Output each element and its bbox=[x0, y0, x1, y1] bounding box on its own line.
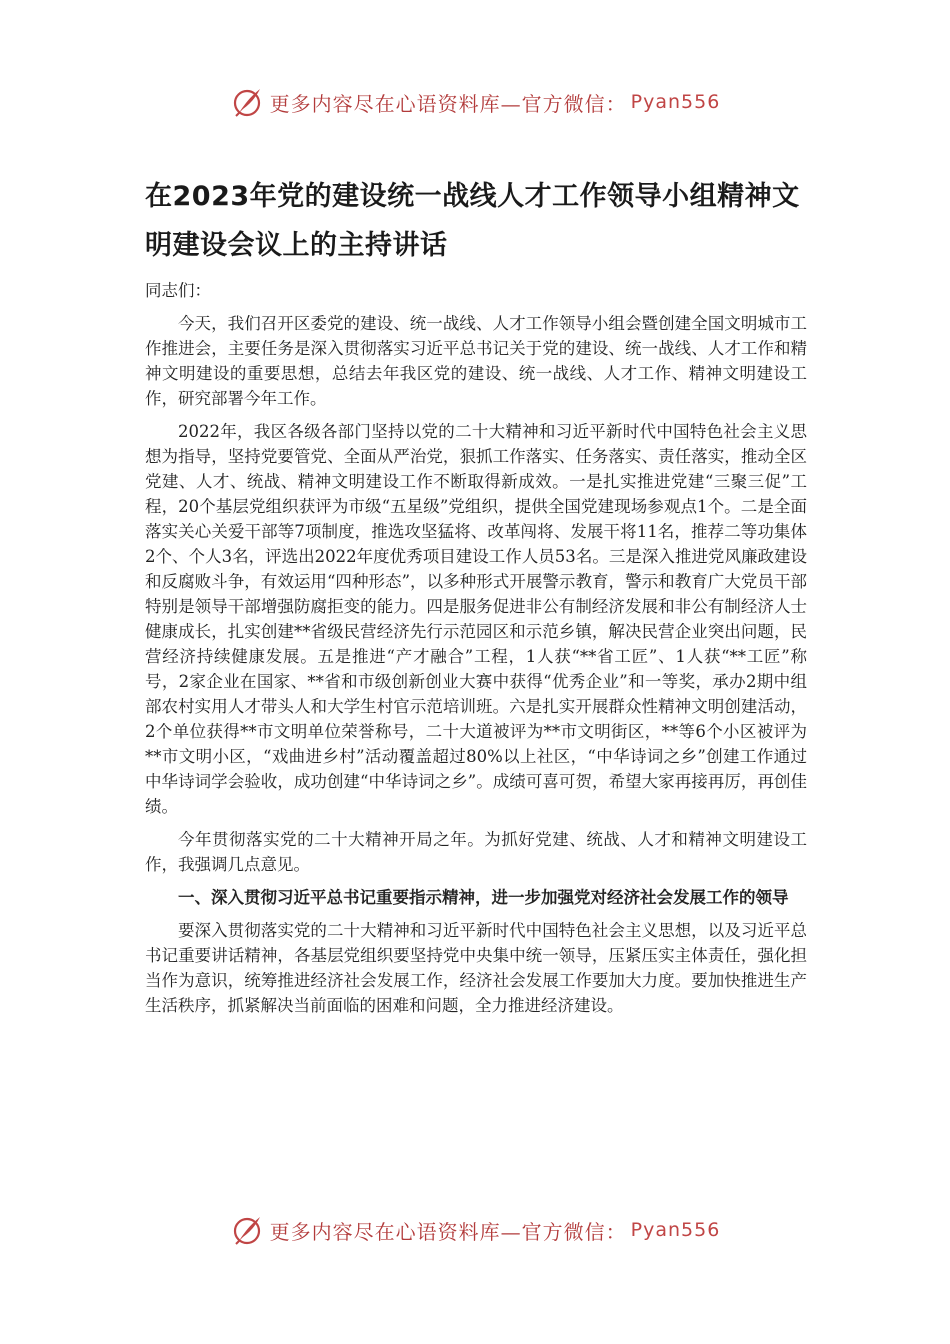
salutation: 同志们： bbox=[145, 281, 211, 300]
document-title: 在2023年党的建设统一战线人才工作领导小组精神文明建设会议上的主持讲话 bbox=[145, 181, 800, 261]
watermark-wechat-id: Pyan556 bbox=[630, 91, 721, 113]
paragraph-intro: 今天，我们召开区委党的建设、统一战线、人才工作领导小组会暨创建全国文明城市工作推进会，主要任务是深入贯彻落实习近平总书记关于党的建设、统一战线、人才工作和精神文明建设的重要思想，总结去年我区党的建设、统一战线、人才工作、精神文明建设工作，研究部署今年工作。 bbox=[145, 314, 807, 408]
paragraph-achievements: 2022年，我区各级各部门坚持以党的二十大精神和习近平新时代中国特色社会主义思想为指导，坚持党要管党、全面从严治党，狠抓工作落实、任务落实、责任落实，推动全区党建、人才、统战、精神文明建设工作不断取得新成效。一是扎实推进党建“三聚三促”工程，20个基层党组织获评为市级“五星级”党组织，提供全国党建现场参观点1个。二是全面落实关心关爱干部等7项制度，推选攻坚猛将、改革闯将、发展干将11名，推荐二等功集体2个、个人3名，评选出2022年度优秀项目建设工作人员53名。三是深入推进党风廉政建设和反腐败斗争，有效运用“四种形态”，以多种形式开展警示教育，警示和教育广大党员干部特别是领导干部增强防腐拒变的能力。四是服务促进非公有制经济发展和非公有制经济人士健康成长，扎实创建**省级民营经济先行示范园区和示范乡镇，解决民营企业突出问题，民营经济持续健康发展。五是推进“产才融合”工程，1人获“**省工匠”、1人获“**工匠”称号，2家企业在国家、**省和市级创新创业大赛中获得“优秀企业”和一等奖，承办2期中组部农村实用人才带头人和大学生村官示范培训班。六是扎实开展群众性精神文明创建活动，2个单位获得**市文明单位荣誉称号，二十大道被评为**市文明街区，**等6个小区被评为**市文明小区，“戏曲进乡村”活动覆盖超过80%以上社区，“中华诗词之乡”创建工作通过中华诗词学会验收，成功创建“中华诗词之乡”。成绩可喜可贺，希望大家再接再厉，再创佳绩。 bbox=[145, 422, 807, 816]
section-heading-1: 一、深入贯彻习近平总书记重要指示精神，进一步加强党对经济社会发展工作的领导 bbox=[178, 888, 789, 907]
paragraph-transition: 今年贯彻落实党的二十大精神开局之年。为抓好党建、统战、人才和精神文明建设工作，我强调几点意见。 bbox=[145, 830, 807, 874]
watermark-wechat-id: Pyan556 bbox=[630, 1219, 721, 1241]
paragraph-section-1: 要深入贯彻落实党的二十大精神和习近平新时代中国特色社会主义思想，以及习近平总书记重要讲话精神，各基层党组织要坚持党中央集中统一领导，压紧压实主体责任，强化担当作为意识，统筹推进经济社会发展工作，经济社会发展工作要加大力度。要加快推进生产生活秩序，抓紧解决当前面临的困难和问题，全力推进经济建设。 bbox=[145, 921, 807, 1015]
quill-pen-icon bbox=[230, 85, 264, 119]
watermark-text: 更多内容尽在心语资料库—官方微信： bbox=[269, 1219, 627, 1244]
watermark-footer bbox=[0, 1210, 950, 1250]
quill-pen-icon bbox=[230, 1213, 264, 1247]
watermark-text: 更多内容尽在心语资料库—官方微信： bbox=[269, 91, 627, 116]
watermark-header bbox=[0, 82, 950, 122]
document-body bbox=[145, 172, 807, 1026]
